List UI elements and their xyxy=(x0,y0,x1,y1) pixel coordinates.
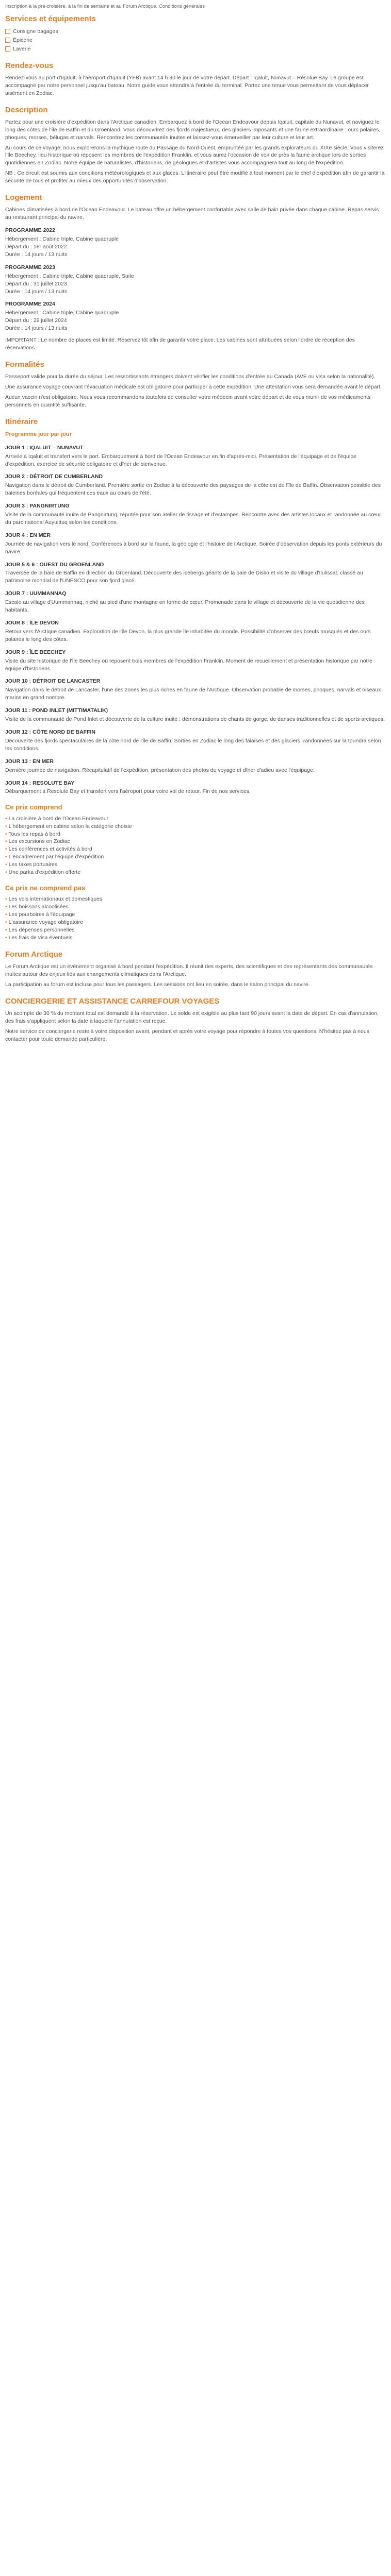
program-line: Départ du : 1er août 2022 xyxy=(5,243,67,250)
program-line: Durée : 14 jours / 13 nuits xyxy=(5,251,68,258)
included-item: • Les excursions en Zodiac xyxy=(5,838,386,845)
service-item[interactable] xyxy=(5,37,386,44)
included-item: • L'encadrement par l'équipe d'expédition xyxy=(5,853,386,861)
forum-paragraph: Le Forum Arctique est un événement organisé à bord pendant l'expédition. Il réunit des experts, des scientifiques et des représentants des communautés inuites autour des enjeux liés aux changements climatiques dans l'Arctique. xyxy=(5,963,373,978)
day-text: Visite de la communauté de Pond Inlet et découverte de la culture inuite : démonstrations de chants de gorge, de danses traditionnelles et de sports arctiques. xyxy=(5,716,385,723)
included-title: Ce prix comprend xyxy=(5,803,62,811)
day-heading: JOUR 10 : DÉTROIT DE LANCASTER xyxy=(5,678,101,685)
itinerary-day xyxy=(5,532,386,556)
day-text: Visite du site historique de l'île Beechey où reposent trois membres de l'expédition Franklin. Moment de recueillement et présentation historique par notre équipe d'historiens. xyxy=(5,657,372,672)
day-heading: JOUR 4 : EN MER xyxy=(5,532,51,538)
day-text: Navigation dans le détroit de Cumberland. Première sortie en Zodiac à la découverte des paysages de la côte est de l'île de Baffin. Observation possible des baleines boréales qui fréquentent ces eaux au cours de l'été. xyxy=(5,482,381,497)
day-heading: JOUR 9 : ÎLE BEECHEY xyxy=(5,649,66,655)
itinerary-day xyxy=(5,619,386,643)
day-text: Visite de la communauté inuite de Pangnirtung, réputée pour son atelier de tissage et d'estampes. Rencontre avec des artistes locaux et randonnée au cœur du parc national Auyuittuq selon les conditions. xyxy=(5,512,381,526)
truncated-line: Inscription à la pré-croisière, à la fin de semaine et au Forum Arctique. Conditions générales xyxy=(5,4,205,9)
day-heading: JOUR 8 : ÎLE DEVON xyxy=(5,620,59,626)
program-line: Hébergement : Cabine triple, Cabine quadruple, Suite xyxy=(5,273,134,279)
itinerary-day xyxy=(5,561,386,585)
section-conditions xyxy=(5,996,386,1043)
program-line: Hébergement : Cabine triple, Cabine quadruple xyxy=(5,236,119,243)
lodging-text: Cabines climatisées à bord de l'Ocean Endeavour. Le bateau offre un hébergement confortable avec salle de bain privée dans chaque cabine. Repas servis au restaurant principal du navire. xyxy=(5,207,379,221)
itinerary-day xyxy=(5,677,386,702)
program-line: Hébergement : Cabine triple, Cabine quadruple xyxy=(5,310,119,316)
section-formalities xyxy=(5,359,386,409)
itinerary-day xyxy=(5,473,386,497)
day-text: Découverte des fjords spectaculaires de la côte nord de l'île de Baffin. Sorties en Zodiac le long des falaises et des glaciers, randonnées sur la toundra selon les conditions. xyxy=(5,737,381,752)
forum-title: Forum Arctique xyxy=(5,950,63,959)
included-item: • La croisière à bord de l'Ocean Endeavour xyxy=(5,815,386,823)
day-heading: JOUR 12 : CÔTE NORD DE BAFFIN xyxy=(5,728,96,735)
arrival-text: Rendez-vous au port d'Iqaluit, à l'aéroport d'Iqaluit (YFB) avant 14 h 30 le jour de votre départ. Départ : Iqaluit, Nunavut – Résolue Bay. Le groupe est accompagné par notre personnel jusqu'au bateau. Notre guide vous attendra à l'entrée du terminal. Portez une tenue vous permettant de vous déplacer aisément en Zodiac. xyxy=(5,74,369,96)
lodging-note: IMPORTANT : Le nombre de places est limité. Réservez tôt afin de garantir votre place. Les cabines sont attribuées selon l'ordre de réception des réservations. xyxy=(5,337,355,351)
lodging-title: Logement xyxy=(5,193,42,202)
not-included-item: • Les frais de visa éventuels xyxy=(5,934,386,942)
program-block xyxy=(5,227,386,259)
program-line: Départ du : 31 juillet 2023 xyxy=(5,280,67,287)
conditions-title: CONCIERGERIE ET ASSISTANCE CARREFOUR VOYAGES xyxy=(5,996,220,1006)
itinerary-day xyxy=(5,707,386,723)
formalities-paragraph: Passeport valide pour la durée du séjour. Les ressortissants étrangers doivent vérifier les conditions d'entrée au Canada (AVE ou visa selon la nationalité). xyxy=(5,374,376,380)
program-line: Durée : 14 jours / 13 nuits xyxy=(5,325,68,332)
included-list xyxy=(5,815,386,876)
itinerary-subtitle: Programme jour par jour xyxy=(5,431,72,438)
itinerary-day xyxy=(5,502,386,527)
day-text: Dernière journée de navigation. Récapitulatif de l'expédition, présentation des photos du voyage et dîner d'adieu avec l'équipage. xyxy=(5,767,315,773)
program-line: Durée : 14 jours / 13 nuits xyxy=(5,288,68,295)
description-title: Description xyxy=(5,105,48,114)
section-itinerary xyxy=(5,416,386,796)
included-item: • Tous les repas à bord xyxy=(5,831,386,838)
not-included-item: • L'assurance voyage obligatoire xyxy=(5,919,386,926)
not-included-item: • Les pourboires à l'équipage xyxy=(5,911,386,919)
itinerary-title: Itinéraire xyxy=(5,417,38,426)
section-arrival xyxy=(5,60,386,97)
day-heading: JOUR 7 : UUMMANNAQ xyxy=(5,590,67,597)
day-text: Navigation dans le détroit de Lancaster, l'une des zones les plus riches en faune de l'Arctique. Observation probable de morses, phoques, narvals et oiseaux marins en grand nombre. xyxy=(5,687,381,701)
day-text: Journée de navigation vers le nord. Conférences à bord sur la faune, la géologie et l'histoire de l'Arctique. Soirée d'observation depuis les ponts extérieurs du navire. xyxy=(5,540,382,555)
description-paragraph: NB : Ce circuit est soumis aux conditions météorologiques et aux glaces. L'itinéraire peut être modifié à tout moment par le chef d'expédition afin de garantir la sécurité de tous et profiter au mieux des opportunités d'observation. xyxy=(5,170,385,184)
itinerary-day xyxy=(5,590,386,614)
itinerary-day xyxy=(5,444,386,468)
program-line: Départ du : 29 juillet 2024 xyxy=(5,317,67,324)
not-included-list xyxy=(5,895,386,941)
service-label: Consigne bagages xyxy=(13,28,58,35)
program-block xyxy=(5,300,386,332)
not-included-item: • Les boissons alcoolisées xyxy=(5,903,386,911)
arrival-title: Rendez-vous xyxy=(5,61,54,70)
service-label: Épicerie xyxy=(13,37,32,43)
section-services xyxy=(5,13,386,53)
day-heading: JOUR 3 : PANGNIRTUNG xyxy=(5,503,70,510)
section-not-included xyxy=(5,884,386,942)
day-text: Arrivée à Iqaluit et transfert vers le port. Embarquement à bord de l'Ocean Endeavour en fin d'après-midi. Présentation de l'équipage et de l'équipe d'expédition, exercice de sécurité obligatoire et dîner de bienvenue. xyxy=(5,453,356,467)
section-forum xyxy=(5,949,386,989)
itinerary-day xyxy=(5,779,386,796)
conditions-paragraph: Un acompte de 30 % du montant total est demandé à la réservation. Le solde est exigible au plus tard 90 jours avant la date de départ. En cas d'annulation, des frais s'appliquent selon la date à laquelle l'annulation est reçue. xyxy=(5,1010,379,1025)
formalities-paragraph: Aucun vaccin n'est obligatoire. Nous vous recommandons toutefois de consulter votre médecin avant votre départ et de vous munir de vos médicaments personnels en quantité suffisante. xyxy=(5,394,371,408)
day-heading: JOUR 2 : DÉTROIT DE CUMBERLAND xyxy=(5,473,103,480)
checkbox-icon[interactable] xyxy=(5,38,10,43)
day-heading: JOUR 14 : RESOLUTE BAY xyxy=(5,779,75,786)
day-heading: JOUR 1 : IQALUIT – NUNAVUT xyxy=(5,444,84,451)
day-text: Retour vers l'Arctique canadien. Exploration de l'île Devon, la plus grande île inhabitée du monde. Possibilité d'observer des bœufs musqués et des ours polaires le long des côtes. xyxy=(5,628,371,642)
section-description xyxy=(5,105,386,185)
day-heading: JOUR 11 : POND INLET (MITTIMATALIK) xyxy=(5,707,108,714)
included-item: • L'hébergement en cabine selon la catégorie choisie xyxy=(5,823,386,831)
formalities-paragraph: Une assurance voyage couvrant l'évacuation médicale est obligatoire pour participer à cette expédition. Une attestation vous sera demandée avant le départ. xyxy=(5,384,382,391)
day-text: Débarquement à Resolute Bay et transfert vers l'aéroport pour votre vol de retour. Fin de nos services. xyxy=(5,788,251,795)
included-item: • Les conférences et activités à bord xyxy=(5,845,386,853)
checkbox-icon[interactable] xyxy=(5,29,10,34)
included-item: • Une parka d'expédition offerte xyxy=(5,869,386,876)
program-heading: PROGRAMME 2023 xyxy=(5,264,55,270)
day-text: Traversée de la baie de Baffin en direction du Groenland. Découverte des icebergs géants de la baie de Disko et visite du village d'Ilulissat, classé au patrimoine mondial de l'UNESCO pour son fjord glacé. xyxy=(5,570,363,584)
service-item[interactable] xyxy=(5,45,386,53)
forum-paragraph: La participation au forum est incluse pour tous les passagers. Les sessions ont lieu en soirée, dans le salon principal du navire. xyxy=(5,981,310,988)
program-heading: PROGRAMME 2024 xyxy=(5,301,55,308)
not-included-item: • Les vols internationaux et domestiques xyxy=(5,895,386,903)
day-text: Escale au village d'Uummannaq, niché au pied d'une montagne en forme de cœur. Promenade dans le village et découverte de la vie quotidienne des habitants. xyxy=(5,599,365,614)
conditions-paragraph: Notre service de conciergerie reste à votre disposition avant, pendant et après votre voyage pour répondre à toutes vos questions. N'hésitez pas à nous contacter pour toute demande particulière. xyxy=(5,1028,369,1042)
description-paragraph: Partez pour une croisière d'expédition dans l'Arctique canadien. Embarquez à bord de l'Ocean Endeavour depuis Iqaluit, capitale du Nunavut, et naviguez le long des côtes de l'île de Baffin et du Groenland. Vous découvrirez des fjords majestueux, des glaciers imposants et une faune extraordinaire : ours polaires, phoques, morses, bélugas et narvals. Rencontrez les communautés inuites et laissez-vous émerveiller par leur culture et leur art. xyxy=(5,118,381,141)
description-paragraph: Au cours de ce voyage, nous explorerons la mythique route du Passage du Nord-Ouest, empruntée par les grands explorateurs du XIXe siècle. Vous visiterez l'île Beechey, lieu historique où reposent les membres de l'expédition Franklin, et vous aurez l'occasion de voir de près la faune arctique lors de sorties quotidiennes en Zodiac. Notre équipe de naturalistes, d'historiens, de géologues et d'artistes vous accompagnera tout au long de l'expédition. xyxy=(5,144,384,166)
checkbox-icon[interactable] xyxy=(5,46,10,52)
service-label: Laverie xyxy=(13,45,31,52)
day-heading: JOUR 5 & 6 : OUEST DU GROENLAND xyxy=(5,561,104,568)
service-item[interactable] xyxy=(5,28,386,36)
page xyxy=(0,0,391,1043)
included-item: • Les taxes portuaires xyxy=(5,861,386,869)
program-heading: PROGRAMME 2022 xyxy=(5,227,55,234)
day-heading: JOUR 13 : EN MER xyxy=(5,758,54,765)
itinerary-day xyxy=(5,728,386,753)
formalities-title: Formalités xyxy=(5,360,44,369)
program-block xyxy=(5,264,386,296)
not-included-title: Ce prix ne comprend pas xyxy=(5,884,86,892)
section-included xyxy=(5,803,386,876)
itinerary-day xyxy=(5,649,386,673)
section-lodging xyxy=(5,192,386,352)
services-title: Services et équipements xyxy=(5,14,96,24)
itinerary-day xyxy=(5,758,386,774)
not-included-item: • Les dépenses personnelles xyxy=(5,926,386,934)
